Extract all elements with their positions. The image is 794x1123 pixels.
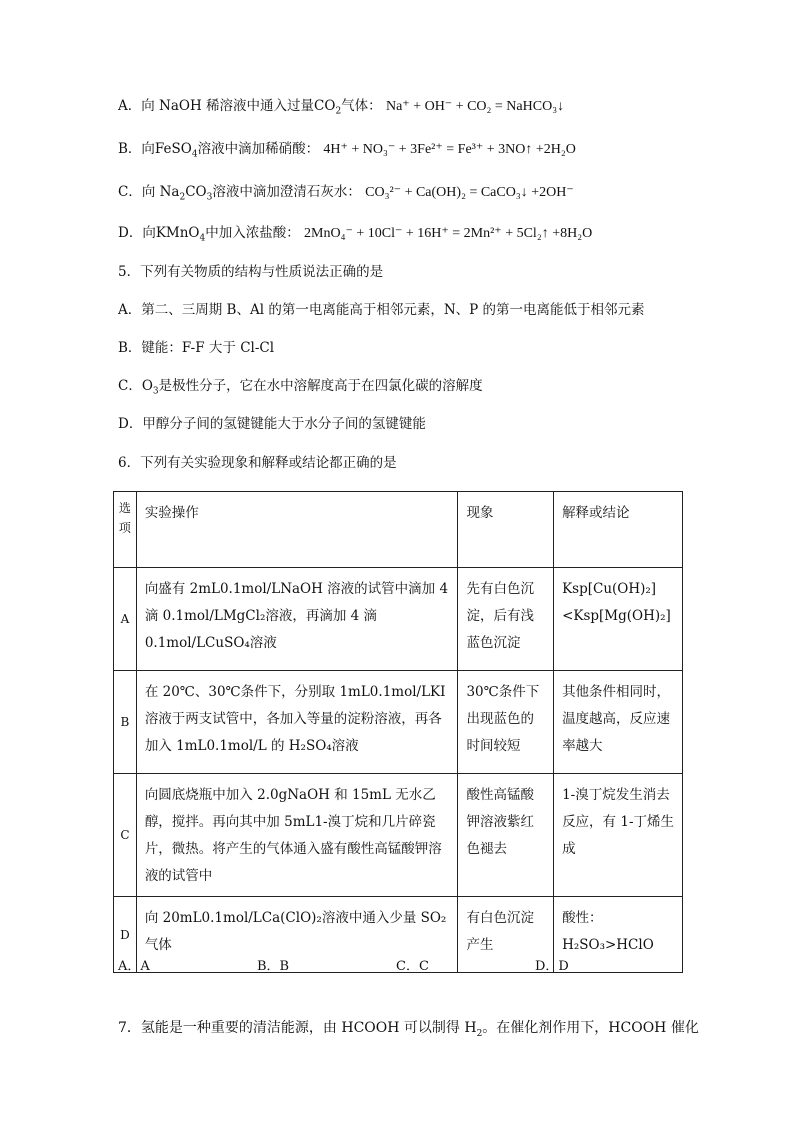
q4-option-c-lead: C．向 Na <box>118 184 180 200</box>
row-phenomenon: 先有白色沉淀，后有浅蓝色沉淀 <box>458 568 554 671</box>
row-option: C <box>114 774 137 897</box>
q4-option-c <box>118 182 574 203</box>
q4-option-d-tail: 中加入浓盐酸： <box>205 225 300 241</box>
q5-option-c-pre: C．O <box>118 378 153 394</box>
row-conclusion: 酸性：H₂SO₃>HClO <box>554 897 683 973</box>
row-conclusion: 1-溴丁烷发生消去反应，有 1-丁烯生成 <box>554 774 683 897</box>
q4-option-c-tail: 溶液中滴加澄清石灰水： <box>212 184 361 200</box>
row-option: B <box>114 671 137 774</box>
q4-option-a-tail: 气体： <box>341 98 382 114</box>
q4-option-d-sub: 4 <box>199 233 206 244</box>
q7-stem-pre: 7．氢能是一种重要的清洁能源，由 HCOOH 可以制得 H <box>118 1020 477 1036</box>
table-row <box>114 671 683 774</box>
row-phenomenon: 30℃条件下出现蓝色的时间较短 <box>458 671 554 774</box>
table-row <box>114 568 683 671</box>
row-conclusion: Ksp[Cu(OH)₂]<Ksp[Mg(OH)₂] <box>554 568 683 671</box>
q6-choice-a: A．A <box>118 959 150 974</box>
row-phenomenon: 酸性高锰酸钾溶液紫红色褪去 <box>458 774 554 897</box>
q6-choice-b: B．B <box>257 959 290 974</box>
q7-stem-post: 。在催化剂作用下，HCOOH 催化 <box>482 1020 699 1036</box>
q4-option-c-mid: CO <box>185 184 207 200</box>
q4-option-a-lead: A．向 NaOH 稀溶液中通入过量CO <box>118 98 336 114</box>
q7-stem <box>118 1018 699 1038</box>
q4-option-c-sub: 2 <box>179 192 186 203</box>
q6-choice-c: C．C <box>396 959 429 974</box>
row-option: A <box>114 568 137 671</box>
row-operation: 向圆底烧瓶中加入 2.0gNaOH 和 15mL 无水乙醇，搅拌。再向其中加 5mL1-溴丁烷和几片碎瓷片，微热。将产生的气体通入盛有酸性高锰酸钾溶液的试管中 <box>136 774 458 897</box>
q6-stem: 6．下列有关实验现象和解释或结论都正确的是 <box>118 455 397 471</box>
q4-option-c-equation: CO₃²⁻ + Ca(OH)₂ = CaCO₃↓ +2OH⁻ <box>365 185 574 200</box>
q7-stem-sub: 2 <box>476 1028 483 1039</box>
q4-option-b-tail: 溶液中滴加稀硝酸： <box>197 141 320 157</box>
q4-option-d-lead: D．向KMnO <box>118 225 200 241</box>
header-phenomenon: 现象 <box>458 492 554 568</box>
row-operation: 向 20mL0.1mol/LCa(ClO)₂溶液中通入少量 SO₂气体 <box>136 897 458 973</box>
q5-option-d: D．甲醇分子间的氢键键能大于水分子间的氢键键能 <box>118 416 426 432</box>
q5-option-c-post: 是极性分子，它在水中溶解度高于在四氯化碳的溶解度 <box>158 378 483 394</box>
row-option: D <box>114 897 137 973</box>
q4-option-a-equation: Na⁺ + OH⁻ + CO₂ = NaHCO₃↓ <box>385 99 565 114</box>
q4-option-b-sub: 4 <box>191 149 198 160</box>
row-conclusion: 其他条件相同时，温度越高，反应速率越大 <box>554 671 683 774</box>
q4-option-c-sub2: 3 <box>206 192 213 203</box>
q4-option-d <box>118 223 592 244</box>
q4-option-b-lead: B．向FeSO <box>118 141 192 157</box>
q5-option-b: B．键能：F-F 大于 Cl-Cl <box>118 340 275 356</box>
q4-option-a <box>118 96 564 117</box>
header-operation: 实验操作 <box>136 492 458 568</box>
row-operation: 在 20℃、30℃条件下，分别取 1mL0.1mol/LKI 溶液于两支试管中，各加入等量的淀粉溶液，再各加入 1mL0.1mol/L 的 H₂SO₄溶液 <box>136 671 458 774</box>
header-option: 选项 <box>114 492 137 568</box>
table-header-row <box>114 492 683 568</box>
row-phenomenon: 有白色沉淀产生 <box>458 897 554 973</box>
header-conclusion: 解释或结论 <box>554 492 683 568</box>
q4-option-b <box>118 139 576 160</box>
experiment-table <box>113 491 683 973</box>
q4-option-a-sub: 2 <box>335 106 342 117</box>
row-operation: 向盛有 2mL0.1mol/LNaOH 溶液的试管中滴加 4 滴 0.1mol/LMgCl₂溶液，再滴加 4 滴 0.1mol/LCuSO₄溶液 <box>136 568 458 671</box>
q5-option-c-sub: 3 <box>152 386 159 397</box>
q5-option-a: A．第二、三周期 B、Al 的第一电离能高于相邻元素，N、P 的第一电离能低于相邻元素 <box>118 302 645 318</box>
table-row <box>114 774 683 897</box>
q6-choice-d: D．D <box>535 959 569 974</box>
q5-stem: 5．下列有关物质的结构与性质说法正确的是 <box>118 264 384 280</box>
q4-option-d-equation: 2MnO₄⁻ + 10Cl⁻ + 16H⁺ = 2Mn²⁺ + 5Cl₂↑ +8H₂O <box>304 226 593 241</box>
q4-option-b-equation: 4H⁺ + NO₃⁻ + 3Fe²⁺ = Fe³⁺ + 3NO↑ +2H₂O <box>323 142 576 157</box>
q5-option-c <box>118 376 483 396</box>
